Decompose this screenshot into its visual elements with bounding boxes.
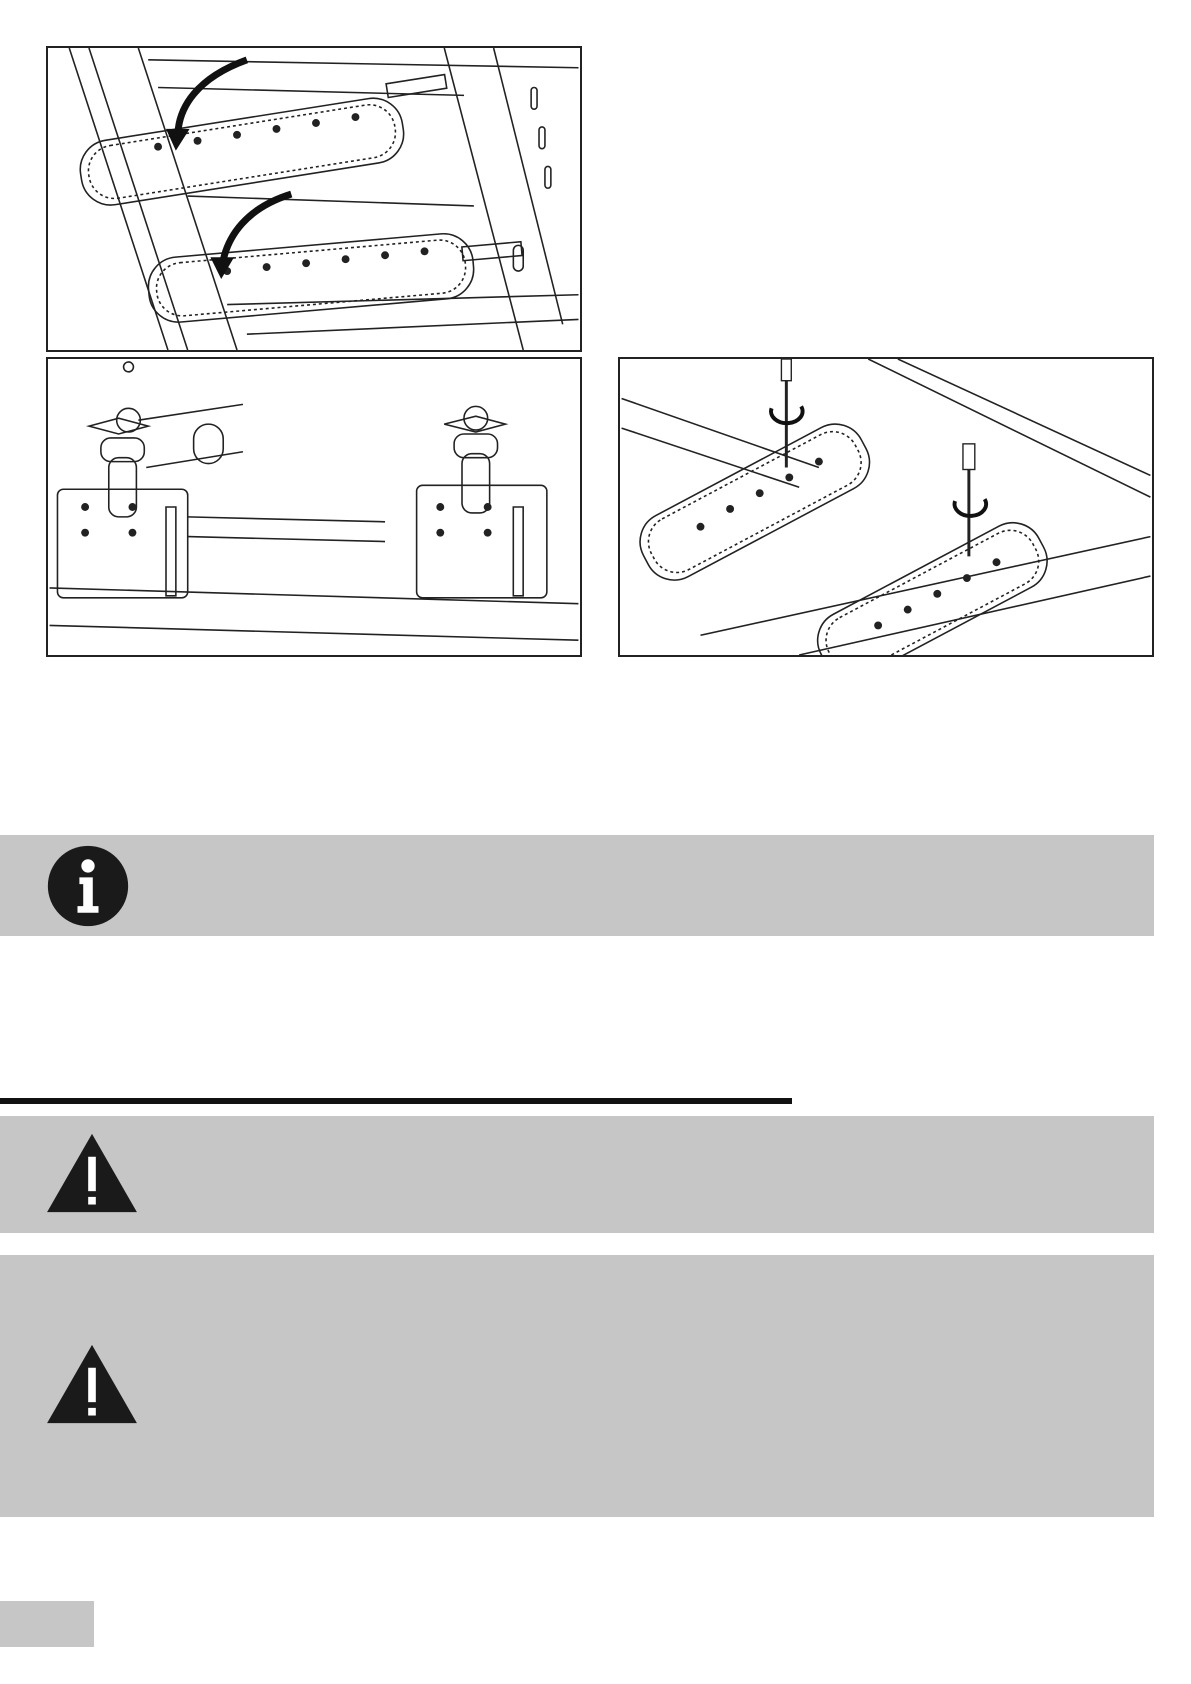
figure-valves-orifices bbox=[46, 357, 582, 657]
info-icon bbox=[45, 843, 131, 929]
valve-orifice-drawing bbox=[48, 359, 580, 655]
arrow-icon bbox=[166, 60, 291, 279]
burner-insert-drawing bbox=[48, 48, 580, 350]
section-divider bbox=[0, 1098, 792, 1104]
warning-icon bbox=[44, 1130, 140, 1216]
page-number-tab bbox=[0, 1601, 94, 1647]
warning-icon bbox=[44, 1341, 140, 1427]
figure-burners-insert bbox=[46, 46, 582, 352]
rotate-arrow-icon bbox=[771, 406, 986, 516]
figure-screwdriver-fix bbox=[618, 357, 1154, 657]
warning-notice-2 bbox=[0, 1255, 1154, 1517]
screwdriver-fix-drawing bbox=[620, 359, 1152, 655]
info-notice bbox=[0, 835, 1154, 936]
screwdriver-icon bbox=[781, 359, 974, 556]
warning-notice-1 bbox=[0, 1116, 1154, 1233]
